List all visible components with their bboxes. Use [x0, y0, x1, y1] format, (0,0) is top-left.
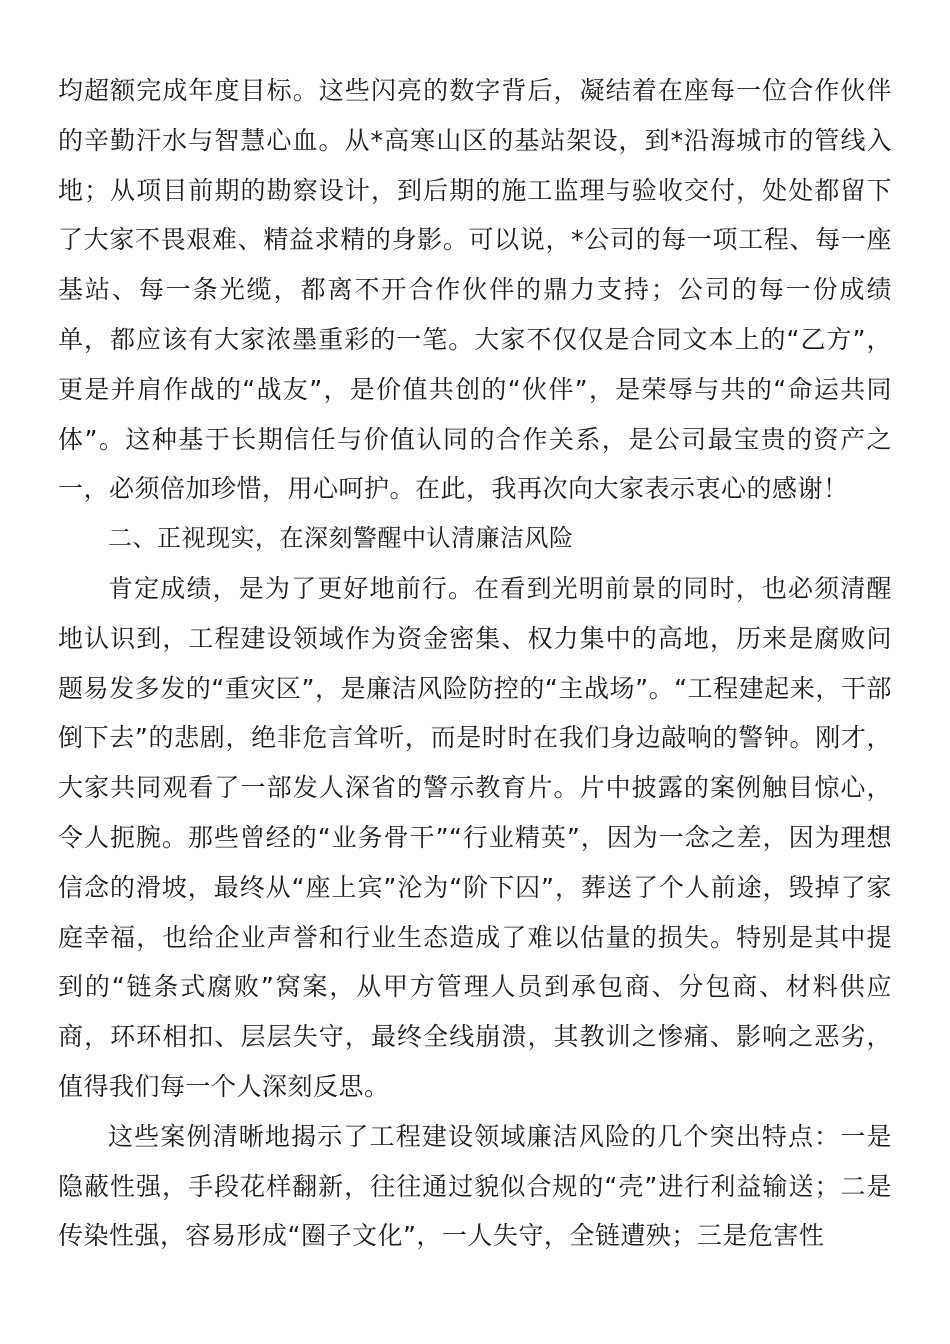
section-heading: 二、正视现实，在深刻警醒中认清廉洁风险 [108, 524, 574, 553]
document-body [58, 66, 892, 1261]
paragraph-risk-characteristics: 这些案例清晰地揭示了工程建设领域廉洁风险的几个突出特点：一是隐蔽性强，手段花样翻新，往往通过貌似合规的“壳”进行利益输送；二是传染性强，容易形成“圈子文化”，一人失守，全链遭殃；三是危害性 [58, 1121, 892, 1251]
paragraph-continuation: 均超额完成年度目标。这些闪亮的数字背后，凝结着在座每一位合作伙伴的辛勤汗水与智慧心血。从*高寒山区的基站架设，到*沿海城市的管线入地；从项目前期的勘察设计，到后期的施工监理与验收交付，处处都留下了大家不畏艰难、精益求精的身影。可以说，*公司的每一项工程、每一座基站、每一条光缆，都离不开合作伙伴的鼎力支持；公司的每一份成绩单，都应该有大家浓墨重彩的一笔。大家不仅仅是合同文本上的“乙方”，更是并肩作战的“战友”，是价值共创的“伙伴”，是荣辱与共的“命运共同体”。这种基于长期信任与价值认同的合作关系，是公司最宝贵的资产之一，必须倍加珍惜，用心呵护。在此，我再次向大家表示衷心的感谢！ [58, 76, 892, 504]
paragraph-risk-awareness: 肯定成绩，是为了更好地前行。在看到光明前景的同时，也必须清醒地认识到，工程建设领域作为资金密集、权力集中的高地，历来是腐败问题易发多发的“重灾区”，是廉洁风险防控的“主战场”。“工程建起来，干部倒下去”的悲剧，绝非危言耸听，而是时时在我们身边敲响的警钟。刚才，大家共同观看了一部发人深省的警示教育片。片中披露的案例触目惊心，令人扼腕。那些曾经的“业务骨干”“行业精英”，因为一念之差，因为理想信念的滑坡，最终从“座上宾”沦为“阶下囚”，葬送了个人前途，毁掉了家庭幸福，也给企业声誉和行业生态造成了难以估量的损失。特别是其中提到的“链条式腐败”窝案，从甲方管理人员到承包商、分包商、材料供应商，环环相扣、层层失守，最终全线崩溃，其教训之惨痛、影响之恶劣，值得我们每一个人深刻反思。 [58, 573, 892, 1101]
